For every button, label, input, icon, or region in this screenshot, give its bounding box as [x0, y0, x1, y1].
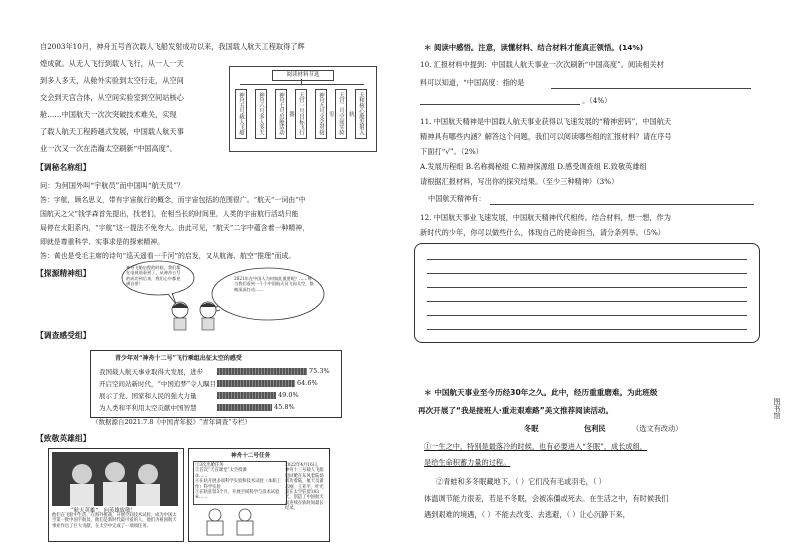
- q11-answer-label: 中国航天精神有：: [428, 194, 486, 203]
- photo-caption: “航天英雄”，向英雄致敬！: [71, 508, 136, 514]
- essay-p1b: 是给生命积蓄力量的过程。: [424, 458, 511, 467]
- info-item: ③……: [195, 473, 208, 479]
- photo-text: 他们在飞船中生活，在海外挑战，开展空间技术试验，成为中国太空第一批中国宇航员，他们是新时代最可爱的人，他们为祖国航天事业作出了巨大贡献，在太空中完成了一项项任务。: [52, 513, 177, 529]
- section1-answer-4: 答：黄也是受毛主席的诗句“巡天遥看一千河”的启发，又从航海、航空“推理”而成。: [40, 252, 296, 260]
- info-item: ⑥……: [195, 495, 208, 501]
- intro-line-4: 舱……中国航天一次次突破技术难关，实现: [40, 110, 177, 119]
- intro-line-0: 自2003年10月，神舟五号首次载人飞船发射成功以来，我国载人航天工程取得了辉: [40, 42, 305, 51]
- essay-p2b: 体温调节能力很差，若是不冬眠，会被冻僵或死去。在生活之中，有时候我们: [424, 494, 669, 503]
- survey-bar: [217, 404, 272, 411]
- section1-answer-1: 国航天之父”钱学森首先提出，找老们，在相当长的时间里，人类的宇宙航行活动只能: [40, 210, 299, 218]
- survey-bar: [217, 368, 307, 375]
- survey-source: （数据源自2021.7.8《中国青年报》“青年调查”专栏）: [92, 418, 252, 426]
- q10-answer-line[interactable]: [551, 88, 751, 89]
- achievement-tree-diagram: [229, 66, 377, 152]
- q11-line-3: 下面打“√”。（2%）: [420, 147, 483, 156]
- tree-root: 阅读材料节选: [272, 70, 334, 81]
- survey-row-label: 开启空间站新时代，“中国追梦”令人瞩目: [99, 380, 217, 388]
- survey-row-value: 45.8%: [274, 403, 295, 411]
- answer-line[interactable]: [427, 273, 747, 274]
- section-title-hero: 【致敬英雄组】: [36, 434, 91, 443]
- q12-line-1: 12. 中国航天事业飞速发展，中国航天精神代代相传。结合材料，想一想，作为: [420, 213, 671, 222]
- hero-photo-frame: [48, 448, 184, 542]
- info-item: ①3次出舱任务: [195, 463, 224, 468]
- tree-item-6: 天和核心舱发射入轨: [355, 89, 367, 139]
- q11-instruction: 请根据汇报材料，写出你的探究结果。（至少三种精神）（3%）: [420, 177, 619, 186]
- section1-answer-3: 即就是尊重科学、实事求是的探索精神。: [40, 238, 165, 246]
- cartoon-bubble-1: 神舟飞船启程的时候，我们都在电视前看到了，从神舟五号的成功到后来，我们心中都充满自豪！: [126, 265, 181, 287]
- essay-p2: ②青蛙和多冬眠藏地下，（ ）它们没有毛或羽毛，（ ）: [436, 477, 606, 486]
- survey-bar: [217, 380, 295, 387]
- intro-line-3: 交会到天宫合体，从空间实验室到空间站核心: [40, 93, 184, 102]
- essay-title: 冬眠: [524, 424, 539, 433]
- tree-item-1: 神舟六号多人多天: [255, 89, 267, 139]
- q11-line-2: 精神具有哪些内涵？解答这个问题，我们可以阅读哪些组的汇报材料？请在序号: [420, 132, 672, 141]
- survey-row-label: 为人类和平利用太空贡献中国智慧: [99, 404, 197, 412]
- info-side-text: 2022年4月16日，神舟十三号载人飞船返回舱在东风着陆场成功着陆，航天员翟志刚、王亚平、叶光富在太空驻留183天，创造了中国航天员连续在轨时间最长纪录。: [285, 463, 324, 512]
- info-title: 神舟十二号任务: [231, 453, 271, 459]
- q11-line-1: 11. 中国航天精神是中国载人航天事业获得以飞速发展的“精神密码”，中国航天: [420, 117, 672, 126]
- info-item: ⑤在轨驻留3个月，开展空间科学与技术试验: [195, 490, 280, 496]
- intro-line-2: 到多人多天，从舱外实验到太空行走，从空间: [40, 76, 184, 85]
- survey-row-label: 我国载人航天事业取得大发展，进步: [99, 368, 203, 376]
- answer-line[interactable]: [427, 329, 747, 330]
- essay-note: （选文有改动）: [632, 424, 683, 433]
- survey-row: [99, 379, 369, 389]
- astronaut-photo: [52, 452, 178, 506]
- tree-item-4: 神舟九号交会对接: [315, 89, 327, 139]
- section-title-spirit: 【探源精神组】: [36, 269, 91, 278]
- tree-item-2: 神舟七号出舱活动: [275, 89, 287, 139]
- survey-row-value: 64.6%: [297, 379, 318, 387]
- mission-info-box: [188, 448, 330, 542]
- activity-head-2: 再次开展了“我是接班人·重走艰难路”美文推荐阅读活动。: [418, 406, 614, 415]
- essay-author: 包利民: [584, 424, 606, 433]
- essay-p1: ①一生之中，特别是最落冷的时候，也有必要进入“冬眠”，成长成组，: [424, 442, 647, 451]
- q11-answer-line[interactable]: [490, 204, 754, 205]
- answer-line[interactable]: [427, 301, 747, 302]
- answer-line[interactable]: [427, 259, 747, 260]
- astronaut-figure-icon: [195, 505, 281, 537]
- essay-p2c: 遇到艰难的境遇，（ ）不能去改变、去逃避，（ ）让心沉静下来，: [424, 510, 630, 519]
- q10-line-2: 料可以知道，“中国高度：指的是: [420, 78, 525, 87]
- q10-score: 。（4%）: [582, 96, 612, 105]
- info-item: ②首次“天宫课堂”太空授课: [195, 468, 247, 474]
- survey-row: [99, 403, 369, 413]
- survey-chart: [90, 350, 342, 418]
- section1-answer-2: 局停在太阳系内，“宇航”这一提法不免夸大。由此可见，“航天”二字中蕴含着一种精神，: [40, 224, 310, 232]
- q10-answer-line-2[interactable]: [420, 104, 580, 105]
- q11-options[interactable]: A.发展历程组 B.名称揭秘组 C.精神探源组 D.感受调查组 E.致敬英雄组: [420, 162, 647, 171]
- tree-item-3: 天宫一号目标飞行器: [295, 89, 307, 139]
- section1-question: 问：为何国外叫“宇航员”而中国叫“航天员”？: [40, 181, 185, 190]
- intro-line-6: 业一次又一次在浩瀚太空刷新“中国高度”。: [40, 144, 177, 153]
- intro-line-1: 煌成就。从无人飞行到载人飞行，从一人一天: [40, 59, 184, 68]
- activity-head-1: ＊ 中国航天事业至今历经30年之久。此中，经历重重磨难。为此班级: [424, 388, 658, 397]
- answer-line[interactable]: [427, 315, 747, 316]
- q12-answer-box[interactable]: [414, 243, 760, 343]
- survey-row-value: 49.0%: [278, 391, 299, 399]
- survey-row-value: 75.3%: [309, 367, 330, 375]
- section-title-name: 【调秘名称组】: [36, 163, 91, 172]
- intro-line-5: 了载人航天工程跨越式发展，中国载人航天事: [40, 127, 184, 136]
- q10-line-1: 10. 汇报材料中提到：中国载人航天事业一次次刷新“中国高度”。阅读相关材: [420, 60, 664, 69]
- survey-row-label: 展示了党、国家和人民的强大力量: [99, 392, 197, 400]
- survey-row: [99, 367, 369, 377]
- answer-line[interactable]: [427, 287, 747, 288]
- reading-section-head: ＊ 阅读中感悟。注意，读懂材料、结合材料才能真正领悟。(14%): [424, 43, 644, 52]
- cartoon-bubble-2: 2021年在中国人为何如此重要呢？……每当我们看到一个个中国航天员飞向太空，都被深深打动……: [234, 276, 314, 292]
- page-side-label: 图书馆: [773, 398, 781, 419]
- tree-item-0: 神舟五号载人飞船: [235, 89, 247, 139]
- info-item: ④在轨开展多项科学实验和技术试验（本职工作）科学实验: [195, 479, 281, 490]
- section1-answer-0: 答：宇航，顾名思义，带有宇宙航行的概念，而宇宙包括的范围很广。“航天”一词由“中: [40, 196, 306, 204]
- tree-item-5: 天宫二号空间实验室: [335, 89, 347, 139]
- info-list: [193, 461, 287, 505]
- q12-line-2: 新时代的少年，你可以做些什么，体现自己的使命担当，请分条列举。（5%）: [420, 228, 665, 237]
- survey-title: 青少年对“神舟十二号”飞行乘组出征太空的感受: [115, 355, 242, 362]
- survey-bar: [217, 392, 276, 399]
- survey-row: [99, 391, 369, 401]
- section-title-survey: 【调查感受组】: [36, 331, 91, 340]
